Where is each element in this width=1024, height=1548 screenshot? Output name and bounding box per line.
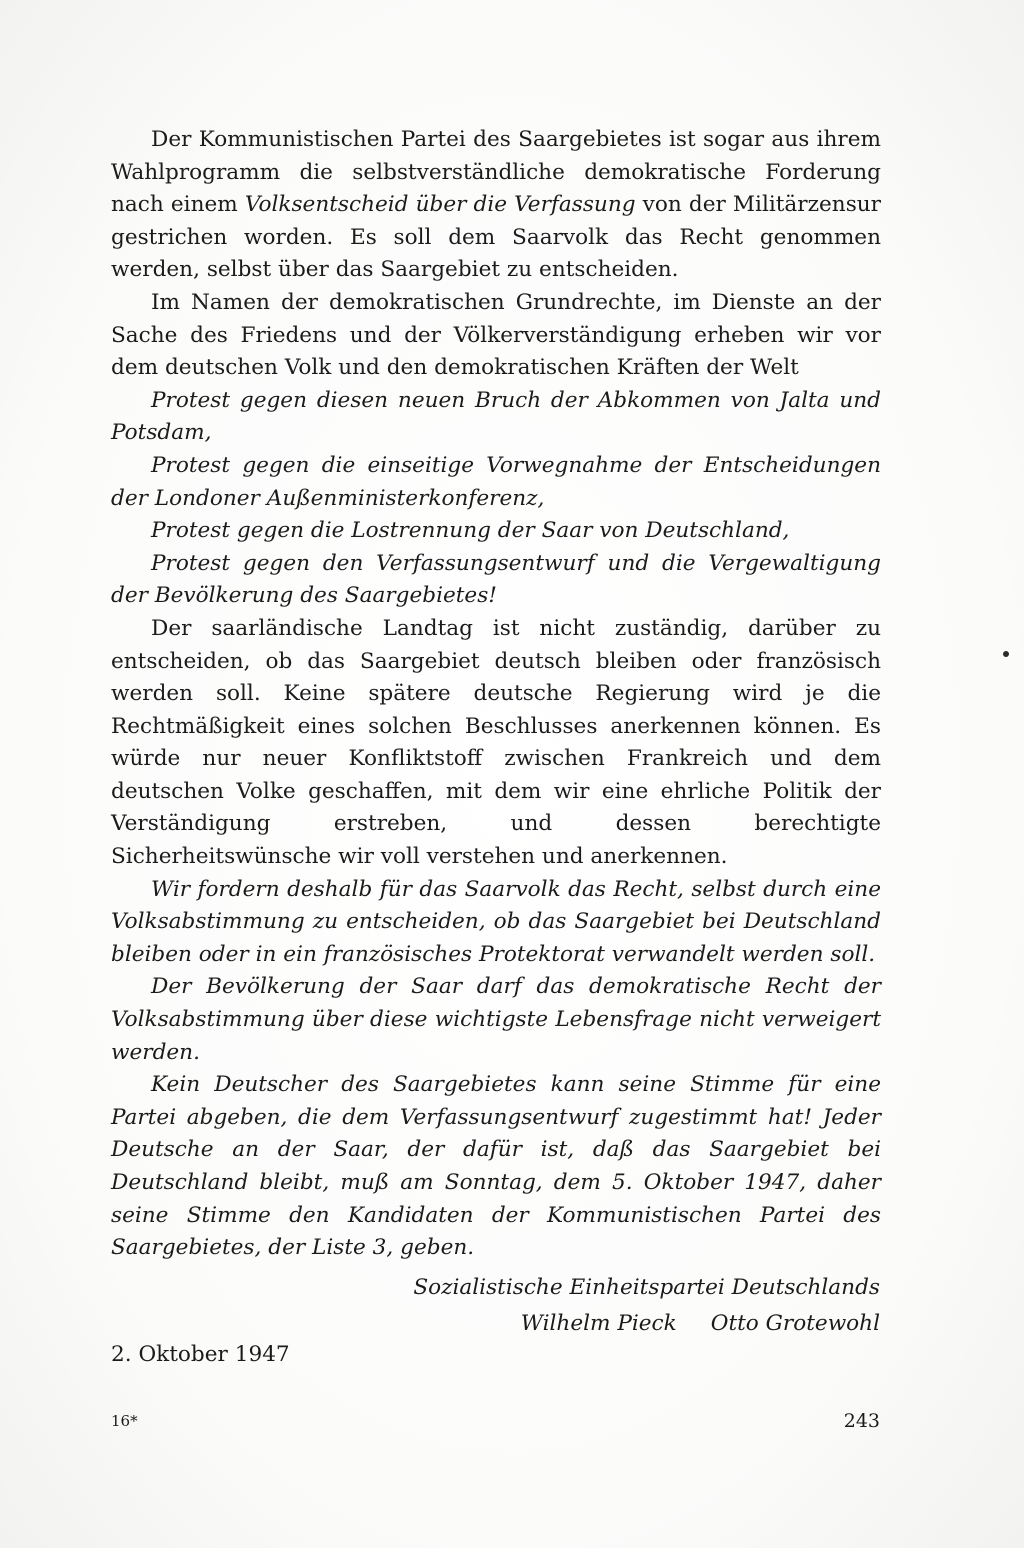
- signature-names: [360, 1308, 880, 1341]
- protest-1: Protest gegen diesen neuen Bruch der Abkommen von Jalta und Potsdam,: [111, 387, 881, 446]
- sheet-signature-mark: 16*: [111, 1412, 138, 1430]
- body-text: [111, 124, 881, 1265]
- signatory-2: Otto Grotewohl: [710, 1311, 880, 1336]
- protest-2: Protest gegen die einseitige Vorwegnahme der Entscheidungen der Londoner Außenministerkonferenz,: [111, 452, 881, 511]
- paragraph-2: Im Namen der demokratischen Grundrechte, im Dienste an der Sache des Friedens und der Völkerverständigung erheben wir vor dem deutschen Volk und den demokratischen Kräften der Welt: [111, 289, 881, 381]
- document-date: 2. Oktober 1947: [111, 1342, 290, 1367]
- paragraph-1-text: Der Kommunistischen Partei des Saargebietes ist sogar aus ihrem Wahlprogramm die selbstverständliche demokratische Forderung nach einem: [111, 127, 881, 218]
- protest-3: Protest gegen die Lostrennung der Saar von Deutschland,: [151, 518, 790, 544]
- paragraph-1: [111, 124, 881, 287]
- signature-organization: Sozialistische Einheitspartei Deutschlands: [413, 1275, 880, 1300]
- signatory-1: Wilhelm Pieck: [520, 1311, 677, 1336]
- ink-speck: [1003, 651, 1009, 657]
- paragraph-vote-appeal: Kein Deutscher des Saargebietes kann seine Stimme für eine Partei abgeben, die dem Verfassungsentwurf zugestimmt hat! Jeder Deutsche an der Saar, der dafür ist, daß das Saargebiet bei Deutschland bleibt, muß am Sonntag, dem 5. Oktober 1947, daher seine Stimme den Kandidaten der Kommunistischen Partei des Saargebietes, der Liste 3, geben.: [111, 1072, 881, 1261]
- protest-4: Protest gegen den Verfassungsentwurf und die Vergewaltigung der Bevölkerung des Saargebietes!: [111, 550, 881, 609]
- paragraph-1-text-after: von der Militärzensur gestrichen worden. Es soll dem Saarvolk das Recht genommen werden, selbst über das Saargebiet zu entscheiden.: [111, 192, 882, 283]
- page-number: 243: [843, 1410, 880, 1432]
- paragraph-right: Der Bevölkerung der Saar darf das demokratische Recht der Volksabstimmung über diese wichtigste Lebensfrage nicht verweigert werden.: [111, 974, 881, 1065]
- paragraph-demand: Wir fordern deshalb für das Saarvolk das Recht, selbst durch eine Volksabstimmung zu entscheiden, ob das Saargebiet bei Deutschland bleiben oder in ein französisches Protektorat verwandelt werden soll.: [111, 876, 881, 967]
- paragraph-1-emphasis: Volksentscheid über die Verfassung: [244, 192, 636, 218]
- paragraph-landtag: Der saarländische Landtag ist nicht zuständig, darüber zu entscheiden, ob das Saargebiet deutsch bleiben oder französisch werden soll. Keine spätere deutsche Regierung wird je die Rechtmäßigkeit eines solchen Beschlusses anerkennen können. Es würde nur neuer Konfliktstoff zwischen Frankreich und dem deutschen Volke geschaffen, mit dem wir eine ehrliche Politik der Verständigung erstreben, und dessen berechtigte Sicherheitswünsche wir voll verstehen und anerkennen.: [111, 615, 881, 870]
